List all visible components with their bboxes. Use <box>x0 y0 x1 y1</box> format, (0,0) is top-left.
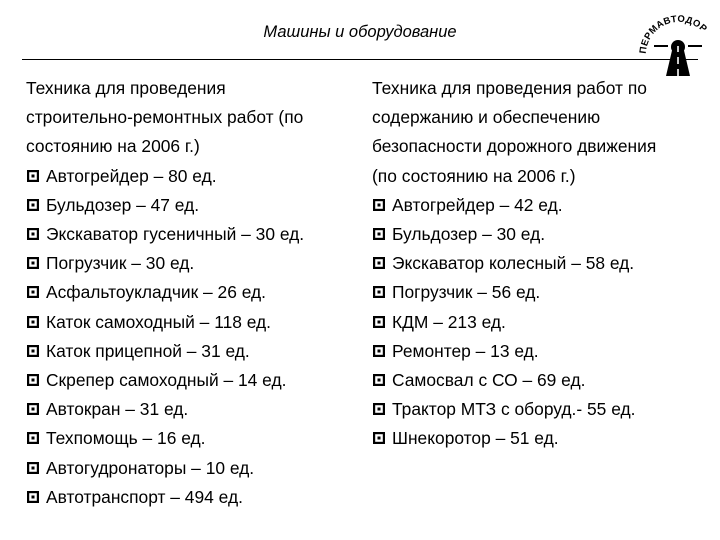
square-bullet-icon <box>26 344 40 358</box>
list-item-label: Экскаватор колесный – 58 ед. <box>392 253 635 274</box>
list-item-label: Автогудронаторы – 10 ед. <box>46 457 255 478</box>
list-item <box>372 278 712 307</box>
list-item-label: КДМ – 213 ед. <box>392 311 506 332</box>
list-item <box>372 249 712 278</box>
square-bullet-icon <box>26 373 40 387</box>
list-item-label: Самосвал с СО – 69 ед. <box>392 370 586 391</box>
square-bullet-icon <box>26 198 40 212</box>
list-item-label: Ремонтер – 13 ед. <box>392 340 539 361</box>
list-item <box>26 162 366 191</box>
list-item-label: Автотранспорт – 494 ед. <box>46 486 243 507</box>
list-item-label: Трактор МТЗ с оборуд.- 55 ед. <box>392 399 636 420</box>
list-item <box>26 454 366 483</box>
list-item-label: Бульдозер – 47 ед. <box>46 194 200 215</box>
square-bullet-icon <box>26 256 40 270</box>
right-heading-line: (по состоянию на 2006 г.) <box>372 165 576 186</box>
list-item <box>372 366 712 395</box>
list-item <box>26 191 366 220</box>
list-item-label: Скрепер самоходный – 14 ед. <box>46 370 287 391</box>
square-bullet-icon <box>372 315 386 329</box>
list-item-label: Погрузчик – 56 ед. <box>392 282 541 303</box>
list-item-label: Каток самоходный – 118 ед. <box>46 311 272 332</box>
right-heading-line: содержанию и обеспечению <box>372 107 601 128</box>
square-bullet-icon <box>372 227 386 241</box>
right-heading-line: безопасности дорожного движения <box>372 136 657 157</box>
square-bullet-icon <box>372 285 386 299</box>
square-bullet-icon <box>26 227 40 241</box>
square-bullet-icon <box>372 344 386 358</box>
list-item <box>372 191 712 220</box>
list-item <box>372 424 712 453</box>
list-item <box>26 337 366 366</box>
list-item <box>26 278 366 307</box>
list-item-label: Шнекоротор – 51 ед. <box>392 428 559 449</box>
right-equipment-list <box>372 191 712 454</box>
left-heading-line: строительно-ремонтных работ (по <box>26 107 304 128</box>
square-bullet-icon <box>372 373 386 387</box>
square-bullet-icon <box>26 402 40 416</box>
list-item <box>26 424 366 453</box>
square-bullet-icon <box>26 431 40 445</box>
list-item-label: Асфальтоукладчик – 26 ед. <box>46 282 266 303</box>
list-item-label: Каток прицепной – 31 ед. <box>46 340 250 361</box>
page-title: Машины и оборудование <box>263 23 457 41</box>
list-item <box>26 483 366 512</box>
square-bullet-icon <box>372 256 386 270</box>
list-item <box>26 395 366 424</box>
square-bullet-icon <box>372 402 386 416</box>
list-item-label: Бульдозер – 30 ед. <box>392 224 546 245</box>
right-column <box>372 74 712 454</box>
left-equipment-list <box>26 162 366 512</box>
logo-text: ПЕРМАВТОДОР <box>637 13 710 55</box>
title-divider <box>22 59 698 60</box>
list-item-label: Техпомощь – 16 ед. <box>46 428 206 449</box>
square-bullet-icon <box>26 461 40 475</box>
left-heading-line: Техника для проведения <box>26 78 226 98</box>
list-item <box>372 395 712 424</box>
list-item-label: Автогрейдер – 42 ед. <box>392 194 563 215</box>
left-heading-line: состоянию на 2006 г.) <box>26 136 200 157</box>
list-item <box>26 249 366 278</box>
list-item-label: Автокран – 31 ед. <box>46 399 189 420</box>
square-bullet-icon <box>372 198 386 212</box>
list-item <box>26 220 366 249</box>
list-item <box>372 308 712 337</box>
square-bullet-icon <box>26 315 40 329</box>
list-item <box>372 337 712 366</box>
left-column <box>26 74 366 512</box>
permavtodor-logo <box>636 0 720 78</box>
square-bullet-icon <box>372 431 386 445</box>
list-item-label: Экскаватор гусеничный – 30 ед. <box>46 224 305 245</box>
right-heading-line: Техника для проведения работ по <box>372 78 647 98</box>
list-item-label: Автогрейдер – 80 ед. <box>46 165 217 186</box>
square-bullet-icon <box>26 169 40 183</box>
list-item-label: Погрузчик – 30 ед. <box>46 253 195 274</box>
list-item <box>372 220 712 249</box>
list-item <box>26 366 366 395</box>
square-bullet-icon <box>26 285 40 299</box>
list-item <box>26 308 366 337</box>
square-bullet-icon <box>26 490 40 504</box>
